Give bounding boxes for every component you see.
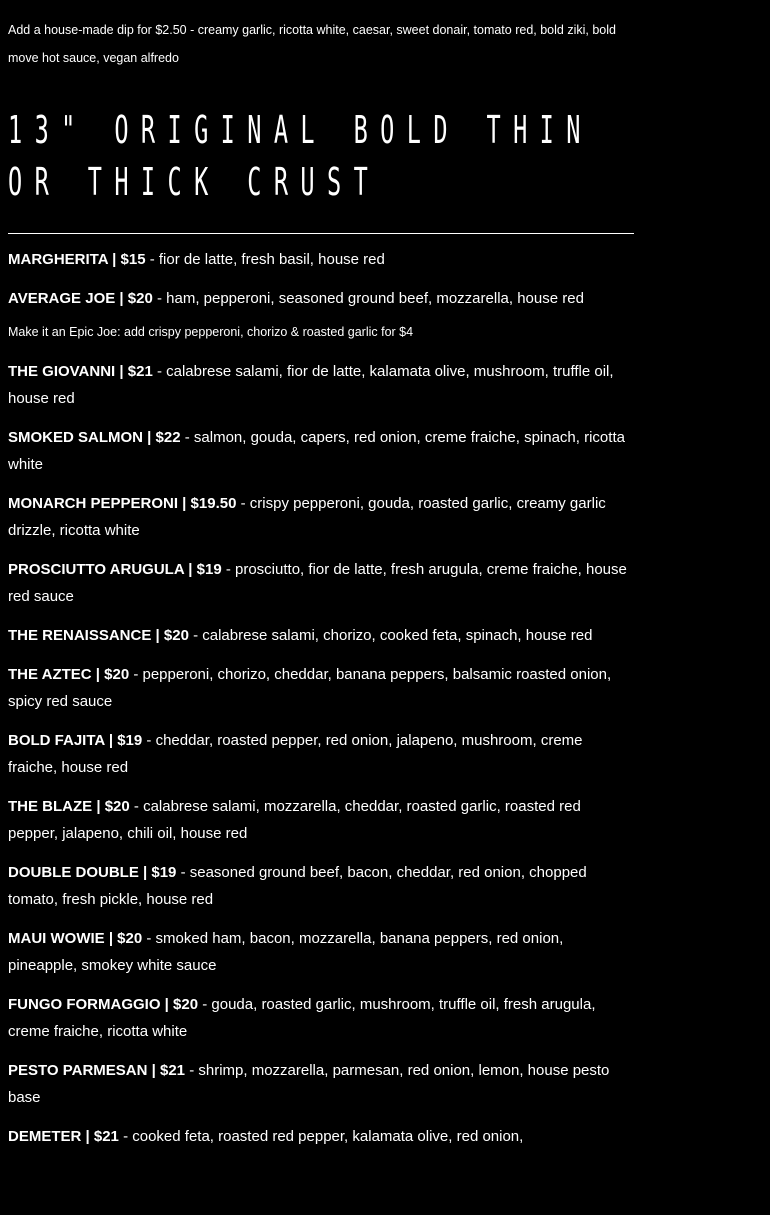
item-name: DOUBLE DOUBLE | $19	[8, 864, 177, 881]
menu-item-bold-fajita	[8, 727, 634, 781]
menu-item-the-giovanni	[8, 358, 634, 412]
menu-item-monarch-pepperoni	[8, 490, 634, 544]
menu-item-the-renaissance	[8, 622, 634, 649]
menu-item-average-joe	[8, 285, 634, 312]
menu-item-the-aztec	[8, 661, 634, 715]
item-name: MAUI WOWIE | $20	[8, 930, 143, 947]
menu-item-margherita	[8, 246, 634, 273]
item-description: - crispy pepperoni, gouda, roasted garlic, creamy garlic drizzle, ricotta white	[8, 495, 606, 539]
section-title: 13" ORIGINAL BOLD THIN OR THICK CRUST	[8, 108, 593, 204]
item-description: - seasoned ground beef, bacon, cheddar, red onion, chopped tomato, fresh pickle, house red	[8, 864, 587, 908]
item-name: DEMETER | $21	[8, 1128, 119, 1145]
item-name: MARGHERITA | $15	[8, 251, 146, 268]
item-name: SMOKED SALMON | $22	[8, 429, 181, 446]
item-description: - calabrese salami, chorizo, cooked feta, spinach, house red	[188, 627, 593, 644]
item-description: - gouda, roasted garlic, mushroom, truffle oil, fresh arugula, creme fraiche, ricotta white	[8, 996, 596, 1040]
item-description: - cheddar, roasted pepper, red onion, jalapeno, mushroom, creme fraiche, house red	[8, 732, 583, 776]
item-name: BOLD FAJITA | $19	[8, 732, 143, 749]
item-description: - ham, pepperoni, seasoned ground beef, mozzarella, house red	[152, 290, 584, 307]
menu-item-demeter	[8, 1123, 634, 1150]
menu-item-pesto-parmesan	[8, 1057, 634, 1111]
menu-item-prosciutto-arugula	[8, 556, 634, 610]
item-name: PESTO PARMESAN | $21	[8, 1062, 186, 1079]
item-description: - calabrese salami, fior de latte, kalamata olive, mushroom, truffle oil, house red	[8, 363, 614, 407]
item-description: - prosciutto, fior de latte, fresh arugula, creme fraiche, house red sauce	[8, 561, 627, 605]
menu-item-list	[8, 246, 634, 1162]
menu-item-smoked-salmon	[8, 424, 634, 478]
item-name: PROSCIUTTO ARUGULA | $19	[8, 561, 222, 578]
item-description: - cooked feta, roasted red pepper, kalamata olive, red onion,	[118, 1128, 524, 1145]
item-description: - smoked ham, bacon, mozzarella, banana peppers, red onion, pineapple, smokey white sauce	[8, 930, 564, 974]
menu-item-fungo-formaggio	[8, 991, 634, 1045]
item-name: THE BLAZE | $20	[8, 798, 130, 815]
item-description: - calabrese salami, mozzarella, cheddar, roasted garlic, roasted red pepper, jalapeno, chili oil, house red	[8, 798, 581, 842]
section-divider	[8, 233, 634, 234]
item-name: THE GIOVANNI | $21	[8, 363, 153, 380]
item-name: FUNGO FORMAGGIO | $20	[8, 996, 199, 1013]
item-name: THE AZTEC | $20	[8, 666, 130, 683]
item-description: - salmon, gouda, capers, red onion, creme fraiche, spinach, ricotta white	[8, 429, 625, 473]
item-name: MONARCH PEPPERONI | $19.50	[8, 495, 237, 512]
item-description: - pepperoni, chorizo, cheddar, banana peppers, balsamic roasted onion, spicy red sauce	[8, 666, 612, 710]
item-description: - shrimp, mozzarella, parmesan, red onion, lemon, house pesto base	[8, 1062, 610, 1106]
item-name: THE RENAISSANCE | $20	[8, 627, 189, 644]
item-description: - fior de latte, fresh basil, house red	[145, 251, 385, 268]
dip-add-on-note: Add a house-made dip for $2.50 - creamy garlic, ricotta white, caesar, sweet donair, tomato red, bold ziki, bold move hot sauce, vegan alfredo	[8, 23, 616, 65]
menu-item-the-blaze	[8, 793, 634, 847]
item-name: AVERAGE JOE | $20	[8, 290, 153, 307]
epic-joe-note: Make it an Epic Joe: add crispy pepperoni, chorizo & roasted garlic for $4	[8, 325, 414, 339]
menu-item-maui-wowie	[8, 925, 634, 979]
menu-item-double-double	[8, 859, 634, 913]
